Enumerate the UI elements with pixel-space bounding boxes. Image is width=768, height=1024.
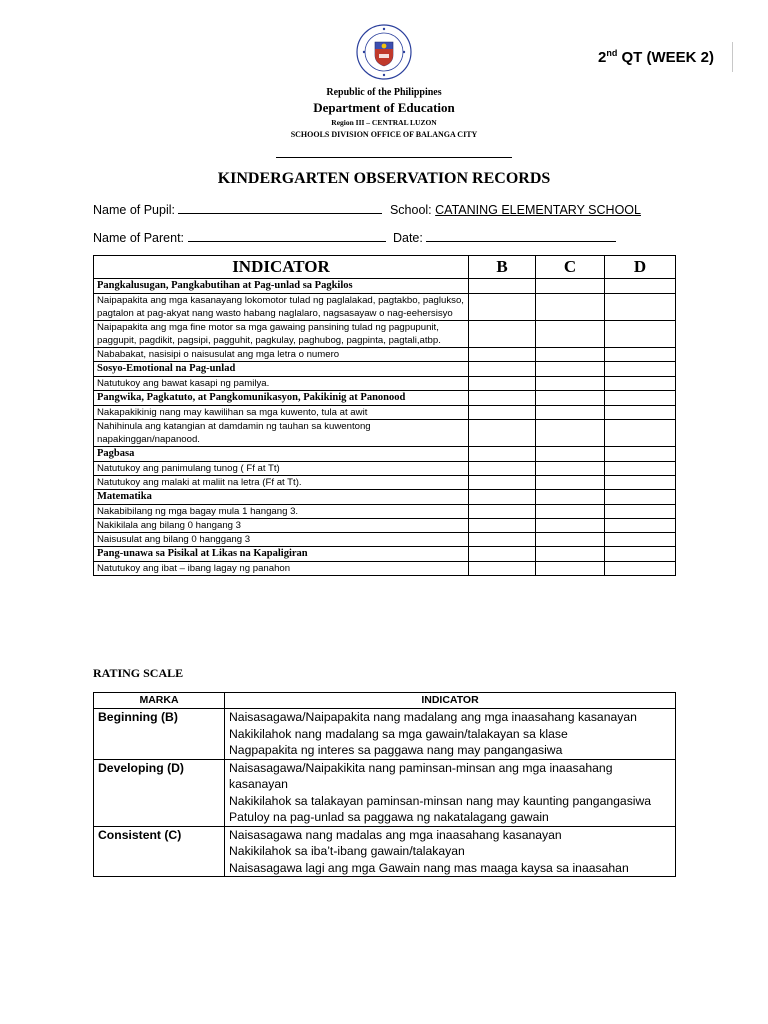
indicator-label: Naipapakita ang mga fine motor sa mga gawaing pansining tulad ng pagpupunit, paggupit, pagdikit, pagsipi, pagguhit, pagkulay, paghubog, pagpinta, pagtali,atbp.: [94, 321, 469, 348]
marka-description: [225, 759, 676, 826]
cell-c[interactable]: [536, 294, 605, 321]
cell-d[interactable]: [605, 377, 676, 391]
category-label: Pangkalusugan, Pangkabutihan at Pag-unlad sa Pagkilos: [94, 279, 469, 294]
indicator-row: [94, 519, 676, 533]
pupil-blank[interactable]: [178, 202, 382, 214]
cell-b[interactable]: [469, 294, 536, 321]
cell-d[interactable]: [605, 505, 676, 519]
parent-label: Name of Parent:: [93, 231, 185, 245]
form-title: KINDERGARTEN OBSERVATION RECORDS: [217, 170, 551, 187]
cell-c: [536, 447, 605, 462]
cell-d[interactable]: [605, 476, 676, 490]
cell-b[interactable]: [469, 377, 536, 391]
indicator-label: Natutukoy ang malaki at maliit na letra (Ff at Tt).: [94, 476, 469, 490]
republic-text: Republic of the Philippines: [326, 87, 442, 98]
cell-c[interactable]: [536, 406, 605, 420]
marka-label: Consistent (C): [94, 826, 225, 877]
cell-c[interactable]: [536, 321, 605, 348]
description-line: Naisasagawa/Naipapakita nang madalang ang mga inaasahang kasanayan: [229, 710, 637, 724]
date-blank[interactable]: [426, 230, 616, 242]
cell-b[interactable]: [469, 533, 536, 547]
header-marka: MARKA: [94, 693, 225, 709]
observation-table: [93, 255, 676, 576]
cell-d[interactable]: [605, 348, 676, 362]
cell-b[interactable]: [469, 348, 536, 362]
rating-row-beginning: [94, 709, 676, 760]
indicator-row: [94, 462, 676, 476]
cell-d: [605, 391, 676, 406]
cell-c: [536, 362, 605, 377]
pupil-label: Name of Pupil:: [93, 203, 175, 217]
rating-row-consistent: [94, 826, 676, 877]
cell-c: [536, 391, 605, 406]
marka-description: [225, 826, 676, 877]
description-line: Nakikilahok sa iba’t-ibang gawain/talakayan: [229, 844, 465, 858]
cell-c[interactable]: [536, 476, 605, 490]
category-label: Pangwika, Pagkatuto, at Pangkomunikasyon, Pakikinig at Panonood: [94, 391, 469, 406]
cell-d[interactable]: [605, 519, 676, 533]
cell-b: [469, 547, 536, 562]
cell-b: [469, 362, 536, 377]
cell-b[interactable]: [469, 476, 536, 490]
indicator-label: Nakikilala ang bilang 0 hangang 3: [94, 519, 469, 533]
indicator-label: Nababakat, nasisipi o naisusulat ang mga letra o numero: [94, 348, 469, 362]
cell-c: [536, 547, 605, 562]
cell-d[interactable]: [605, 294, 676, 321]
cell-d[interactable]: [605, 533, 676, 547]
cell-c: [536, 490, 605, 505]
cell-c[interactable]: [536, 519, 605, 533]
cell-d: [605, 447, 676, 462]
cell-d[interactable]: [605, 562, 676, 576]
indicator-label: Naisusulat ang bilang 0 hanggang 3: [94, 533, 469, 547]
header-d: D: [605, 256, 676, 279]
cell-b: [469, 490, 536, 505]
margin-divider: [732, 42, 733, 72]
marka-label: Developing (D): [94, 759, 225, 826]
header-b: B: [469, 256, 536, 279]
rating-row-developing: [94, 759, 676, 826]
region-text: Region III – CENTRAL LUZON: [331, 118, 437, 127]
deped-seal-icon: [356, 24, 412, 80]
description-line: Naisasagawa lagi ang mga Gawain nang mas maaga kaysa sa inaasahan: [229, 860, 629, 875]
header-indicator: INDICATOR: [94, 256, 469, 279]
indicator-label: Naipapakita ang mga kasanayang lokomotor tulad ng paglalakad, pagtakbo, paglukso, pagtalon at pag-akyat nang wasto habang naglalaro, nagsasayaw o nag-eehersisyo: [94, 294, 469, 321]
marka-description: [225, 709, 676, 760]
header-c: C: [536, 256, 605, 279]
description-line: Nakikilahok nang madalang sa mga gawain/talakayan sa klase: [229, 726, 568, 741]
indicator-row: [94, 476, 676, 490]
indicator-label: Natutukoy ang bawat kasapi ng pamilya.: [94, 377, 469, 391]
category-row: [94, 447, 676, 462]
department-text: Department of Education: [313, 100, 455, 115]
category-label: Sosyo-Emotional na Pag-unlad: [94, 362, 469, 377]
cell-d[interactable]: [605, 462, 676, 476]
cell-d[interactable]: [605, 406, 676, 420]
cell-b: [469, 391, 536, 406]
indicator-row: [94, 505, 676, 519]
cell-c[interactable]: [536, 348, 605, 362]
description-line: Nagpapakita ng interes sa paggawa nang may pangangasiwa: [229, 743, 563, 757]
indicator-label: Nakapakikinig nang may kawilihan sa mga kuwento, tula at awit: [94, 406, 469, 420]
cell-c[interactable]: [536, 533, 605, 547]
cell-d: [605, 279, 676, 294]
parent-blank[interactable]: [188, 230, 386, 242]
rating-scale-title: RATING SCALE: [93, 666, 184, 680]
indicator-label: Nahihinula ang katangian at damdamin ng tauhan sa kuwentong napakinggan/napanood.: [94, 420, 469, 447]
cell-c[interactable]: [536, 505, 605, 519]
category-row: [94, 490, 676, 505]
cell-d: [605, 362, 676, 377]
indicator-label: Natutukoy ang panimulang tunog ( Ff at Tt): [94, 462, 469, 476]
description-line: Naisasagawa nang madalas ang mga inaasahang kasanayan: [229, 827, 562, 842]
cell-b[interactable]: [469, 519, 536, 533]
header-indicator: INDICATOR: [225, 693, 676, 709]
indicator-row: [94, 406, 676, 420]
marka-label: Beginning (B): [94, 709, 225, 760]
cell-d[interactable]: [605, 420, 676, 447]
category-label: Pang-unawa sa Pisikal at Likas na Kapaligiran: [94, 547, 469, 562]
quarter-label: 2nd QT (WEEK 2): [598, 48, 715, 66]
category-label: Pagbasa: [94, 447, 469, 462]
observation-header-row: [94, 256, 676, 279]
indicator-row: [94, 294, 676, 321]
cell-b: [469, 447, 536, 462]
cell-c[interactable]: [536, 420, 605, 447]
description-line: Naisasagawa/Naipakikita nang paminsan-minsan ang mga inaasahang kasanayan: [229, 760, 613, 791]
cell-c[interactable]: [536, 462, 605, 476]
cell-d: [605, 490, 676, 505]
description-line: Nakikilahok sa talakayan paminsan-minsan nang may kaunting pangangasiwa: [229, 793, 652, 808]
indicator-row: [94, 562, 676, 576]
indicator-row: [94, 321, 676, 348]
date-label: Date:: [392, 231, 423, 245]
cell-b[interactable]: [469, 406, 536, 420]
rating-header-row: [94, 693, 676, 709]
indicator-row: [94, 533, 676, 547]
division-text: SCHOOLS DIVISION OFFICE OF BALANGA CITY: [290, 130, 478, 139]
category-row: [94, 279, 676, 294]
header-rule: [276, 157, 512, 158]
cell-c[interactable]: [536, 562, 605, 576]
rating-scale-table: [93, 692, 676, 877]
school-value: CATANING ELEMENTARY SCHOOL: [435, 203, 641, 217]
cell-c[interactable]: [536, 377, 605, 391]
pupil-field: [93, 202, 641, 217]
school-label: School:: [389, 203, 432, 217]
category-label: Matematika: [94, 490, 469, 505]
cell-b[interactable]: [469, 505, 536, 519]
cell-b[interactable]: [469, 562, 536, 576]
indicator-row: [94, 348, 676, 362]
indicator-label: Natutukoy ang ibat – ibang lagay ng panahon: [94, 562, 469, 576]
cell-b[interactable]: [469, 462, 536, 476]
category-row: [94, 362, 676, 377]
cell-d: [605, 547, 676, 562]
cell-b[interactable]: [469, 420, 536, 447]
indicator-label: Nakabibilang ng mga bagay mula 1 hangang 3.: [94, 505, 469, 519]
cell-b[interactable]: [469, 321, 536, 348]
indicator-row: [94, 420, 676, 447]
cell-d[interactable]: [605, 321, 676, 348]
indicator-row: [94, 377, 676, 391]
cell-b: [469, 279, 536, 294]
category-row: [94, 391, 676, 406]
description-line: Patuloy na pag-unlad sa paggawa ng nakatalagang gawain: [229, 810, 549, 824]
category-row: [94, 547, 676, 562]
cell-c: [536, 279, 605, 294]
parent-field: [93, 230, 616, 245]
